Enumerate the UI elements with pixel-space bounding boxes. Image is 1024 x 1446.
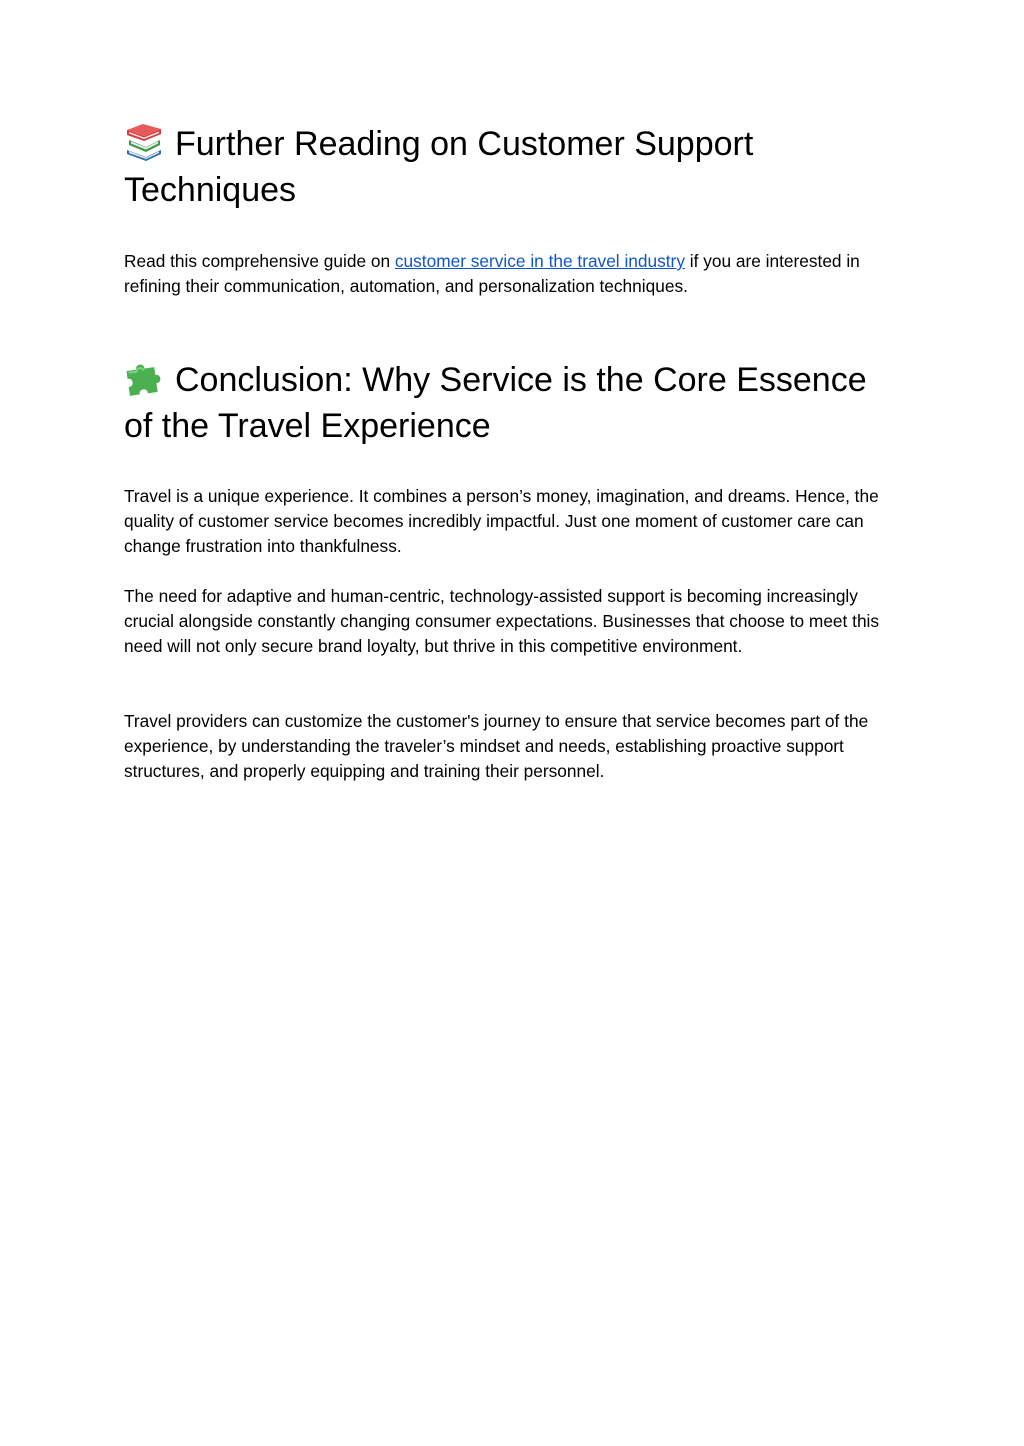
further-reading-heading	[124, 121, 864, 213]
further-reading-heading-text: Further Reading on Customer Support Techniques	[124, 125, 754, 209]
paragraph-text-before-link: Read this comprehensive guide on	[124, 251, 395, 271]
further-reading-paragraph	[124, 249, 894, 299]
books-icon	[124, 123, 164, 161]
paragraph-text-after-link: if you are interested in refining their communication, automation, and personalization techniques.	[124, 251, 860, 296]
conclusion-paragraph-1: Travel is a unique experience. It combines a person’s money, imagination, and dreams. Hence, the quality of customer service becomes incredibly impactful. Just one moment of customer care can change frustration into thankfulness.	[124, 486, 879, 556]
puzzle-piece-icon	[124, 359, 164, 397]
conclusion-heading	[124, 357, 904, 449]
conclusion-heading-text: Conclusion: Why Service is the Core Essence of the Travel Experience	[124, 361, 867, 445]
conclusion-paragraph-2: The need for adaptive and human-centric, technology-assisted support is becoming increasingly crucial alongside constantly changing consumer expectations. Businesses that choose to meet this need will not only secure brand loyalty, but thrive in this competitive environment.	[124, 586, 880, 656]
travel-industry-guide-link[interactable]: customer service in the travel industry	[394, 251, 685, 271]
conclusion-paragraph-3: Travel providers can customize the customer's journey to ensure that service becomes part of the experience, by understanding the traveler’s mindset and needs, establishing proactive support structures, and properly equipping and training their personnel.	[124, 711, 869, 781]
